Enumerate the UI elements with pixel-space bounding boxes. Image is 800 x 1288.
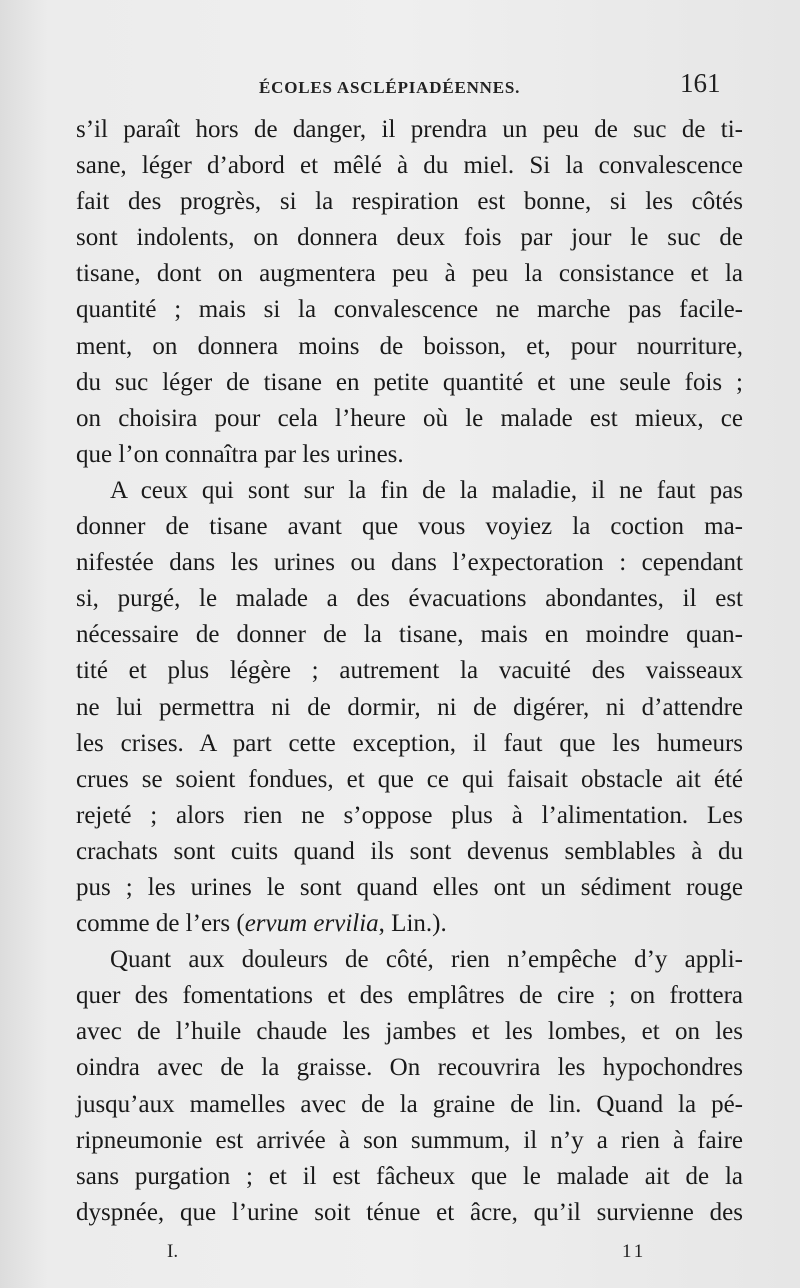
text-line: quantité ; mais si la convalescence ne marche pas facile-: [76, 296, 743, 324]
text-line: nifestée dans les urines ou dans l’expectoration : cependant: [76, 549, 743, 577]
running-head: ÉCOLES ASCLÉPIADÉENNES.: [259, 78, 521, 97]
text-line: crachats sont cuits quand ils sont devenus semblables à du: [76, 837, 743, 865]
text-line: on choisira pour cela l’heure où le malade est mieux, ce: [76, 404, 743, 432]
text-line: dyspnée, que l’urine soit ténue et âcre, qu’il survienne des: [76, 1198, 743, 1226]
text-line-ers: [76, 906, 743, 942]
paragraph-start-line: A ceux qui sont sur la fin de la maladie, il ne faut pas: [110, 476, 743, 504]
text-line: sane, léger d’abord et mêlé à du miel. Si la convalescence: [76, 152, 743, 180]
text-line: jusqu’aux mamelles avec de la graine de lin. Quand la pé-: [76, 1090, 743, 1118]
text-line: crues se soient fondues, et que ce qui faisait obstacle ait été: [76, 765, 743, 793]
text-line: ripneumonie est arrivée à son summum, il n’y a rien à faire: [76, 1126, 743, 1154]
text-line: sans purgation ; et il est fâcheux que le malade ait de la: [76, 1162, 743, 1190]
text-line: rejeté ; alors rien ne s’oppose plus à l’alimentation. Les: [76, 801, 743, 829]
text-line: ne lui permettra ni de dormir, ni de digérer, ni d’attendre: [76, 693, 743, 721]
sheet-number: 11: [622, 1241, 647, 1262]
text-line: donner de tisane avant que vous voyiez la coction ma-: [76, 513, 743, 541]
text-line: oindra avec de la graisse. On recouvrira les hypochondres: [76, 1054, 743, 1082]
text-line: tité et plus légère ; autrement la vacuité des vaisseaux: [76, 657, 743, 685]
text-line: pus ; les urines le sont quand elles ont un sédiment rouge: [76, 873, 743, 901]
page-number: 161: [680, 68, 721, 98]
signature-mark: I.: [167, 1241, 179, 1262]
ers-before: comme de l’ers (: [76, 910, 245, 938]
text-line: que l’on connaîtra par les urines.: [76, 440, 404, 468]
text-line: nécessaire de donner de la tisane, mais en moindre quan-: [76, 621, 743, 649]
text-line: avec de l’huile chaude les jambes et les lombes, et on les: [76, 1018, 743, 1046]
ers-after: , Lin.).: [378, 910, 447, 938]
text-line: si, purgé, le malade a des évacuations abondantes, il est: [76, 585, 743, 613]
text-line: fait des progrès, si la respiration est bonne, si les côtés: [76, 188, 743, 216]
text-line: sont indolents, on donnera deux fois par jour le suc de: [76, 224, 743, 252]
text-line: du suc léger de tisane en petite quantité et une seule fois ;: [76, 368, 743, 396]
text-line: les crises. A part cette exception, il faut que les humeurs: [76, 729, 743, 757]
text-line: tisane, dont on augmentera peu à peu la consistance et la: [76, 260, 743, 288]
text-line: s’il paraît hors de danger, il prendra un peu de suc de ti-: [76, 116, 743, 143]
paragraph-start-line: Quant aux douleurs de côté, rien n’empêche d’y appli-: [110, 946, 743, 974]
body-text: [76, 112, 743, 1231]
text-line: quer des fomentations et des emplâtres de cire ; on frottera: [76, 982, 743, 1010]
latin-name: ervum ervilia: [244, 910, 379, 938]
text-line: ment, on donnera moins de boisson, et, pour nourriture,: [76, 332, 743, 360]
